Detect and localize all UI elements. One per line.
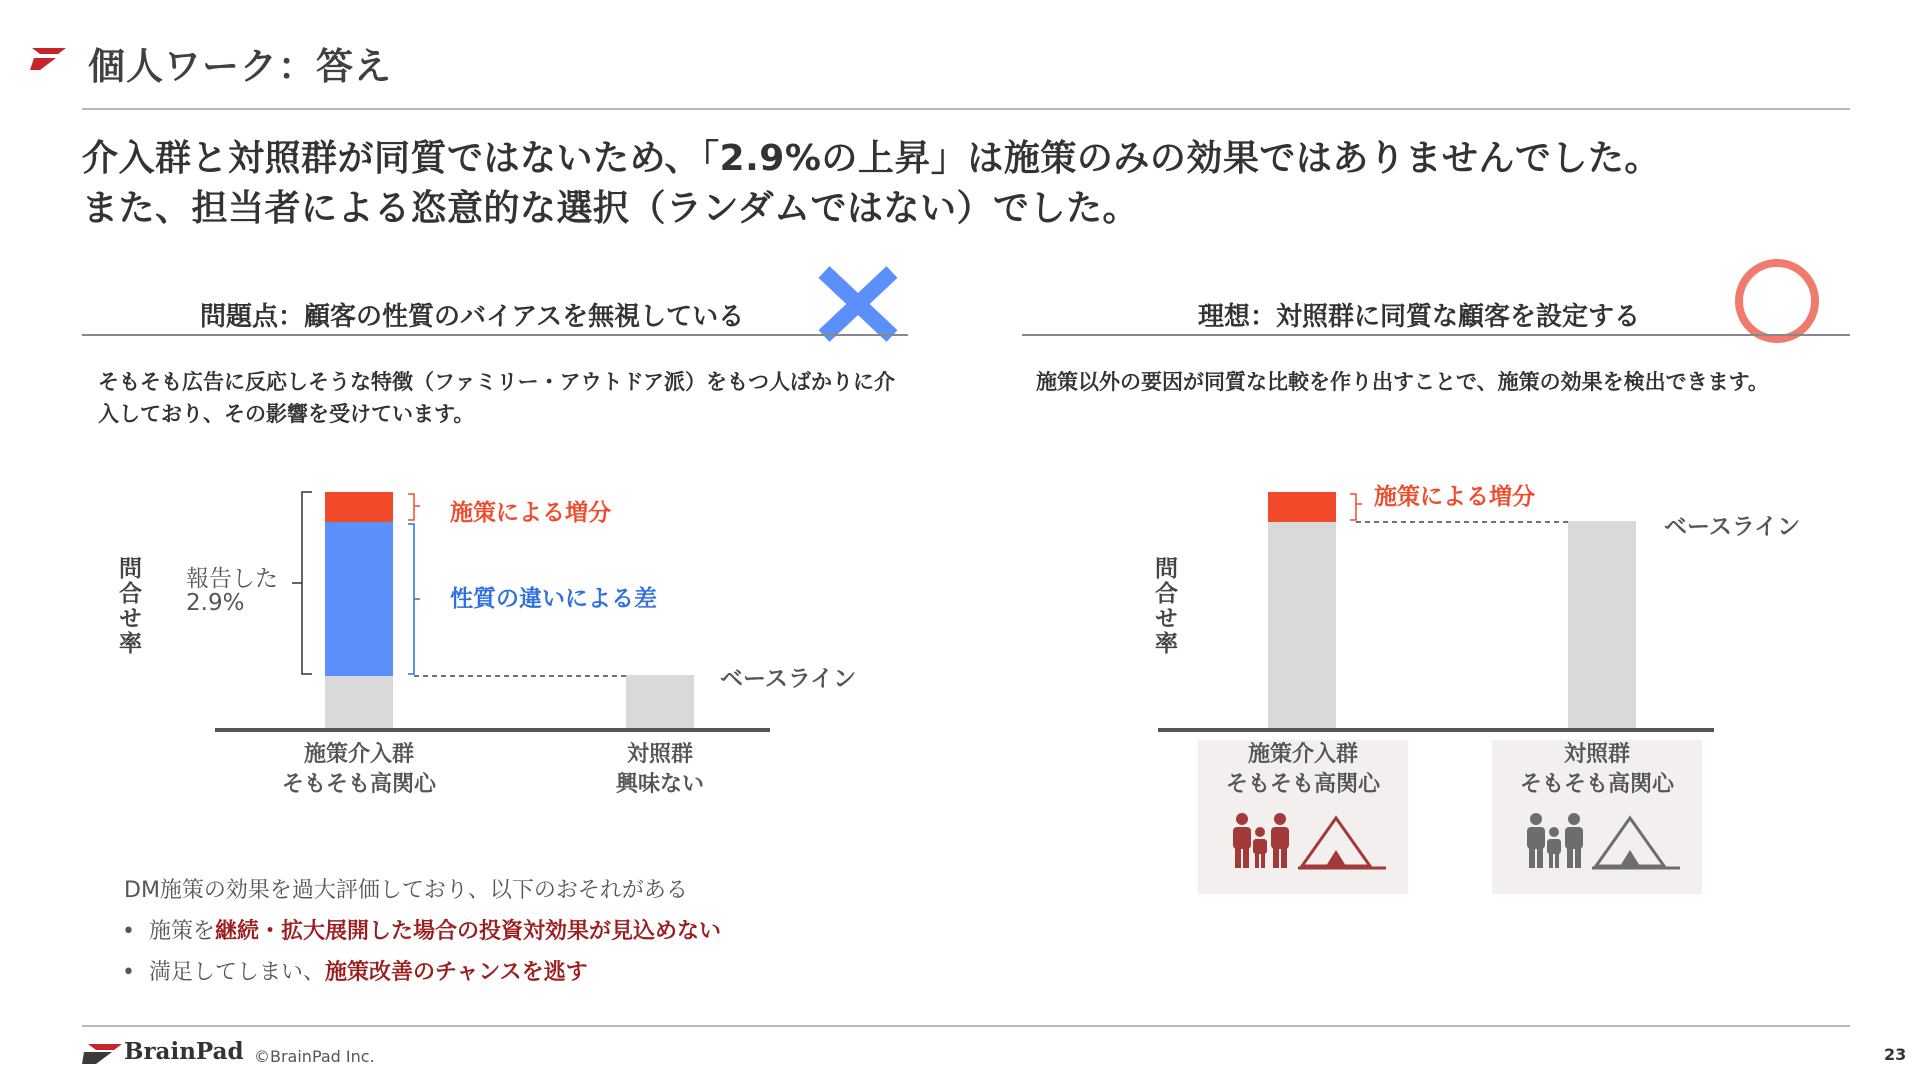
brand-slash-icon	[30, 46, 70, 76]
bullet-emphasis: 継続・拡大展開した場合の投資対効果が見込めない	[214, 919, 721, 944]
copyright: ©BrainPad Inc.	[254, 1047, 375, 1066]
left-summary: DM施策の効果を過大評価しており、以下のおそれがある	[124, 878, 688, 903]
right-control-baseline-bar	[1568, 521, 1636, 728]
right-description: 施策以外の要因が同質な比較を作り出すことで、施策の効果を検出できます。	[1036, 370, 1769, 394]
right-intervention-baseline-bar	[1268, 522, 1336, 728]
left-heading: 問題点：顧客の性質のバイアスを無視している	[200, 302, 745, 332]
reported-label: 報告した	[186, 566, 278, 592]
left-bias-label: 性質の違いによる差	[450, 586, 657, 612]
category-line1: 対照群	[1563, 742, 1630, 767]
right-heading-rule	[1022, 334, 1850, 336]
reported-value: 2.9%	[186, 590, 245, 616]
left-heading-rule	[82, 334, 908, 336]
right-heading: 理想：対照群に同質な顧客を設定する	[1198, 302, 1641, 332]
right-category-intervention	[1203, 740, 1403, 800]
left-description: そもそも広告に反応しそうな特徴（ファミリー・アウトドア派）をもつ人ばかりに介入しており、その影響を受けています。	[98, 370, 895, 426]
lead-line-2: また、担当者による恣意的な選択（ランダムではない）でした。	[82, 188, 1140, 229]
left-y-axis-label: 問合せ率	[115, 556, 141, 656]
page-title: 個人ワーク：答え	[88, 45, 392, 88]
left-uplift-label: 施策による増分	[450, 500, 611, 526]
brainpad-logo	[82, 1040, 124, 1070]
left-bullet-1	[122, 914, 721, 945]
category-line2: そもそも高関心	[1225, 772, 1380, 797]
bullet-dot: •	[122, 919, 149, 944]
brand-name: BrainPad	[124, 1038, 244, 1065]
bullet-plain: 満足してしまい、	[148, 960, 325, 985]
right-intervention-uplift-bar	[1268, 492, 1336, 522]
header-divider	[82, 108, 1850, 110]
left-bullet-2	[122, 955, 588, 986]
bullet-plain: 施策を	[148, 919, 215, 944]
category-line1: 施策介入群	[1247, 742, 1358, 767]
family-camping-icon	[1524, 812, 1684, 874]
category-line1: 対照群	[626, 742, 693, 767]
right-y-axis-label: 問合せ率	[1151, 556, 1177, 656]
lead-line-1: 介入群と対照群が同質ではないため、「2.9%の上昇」は施策のみの効果ではありませんでした。	[82, 138, 1661, 179]
category-line2: そもそも高関心	[281, 772, 436, 797]
category-line1: 施策介入群	[303, 742, 414, 767]
left-baseline-label: ベースライン	[720, 666, 857, 692]
footer-divider	[82, 1025, 1850, 1027]
family-camping-icon	[1230, 812, 1390, 874]
bullet-emphasis: 施策改善のチャンスを逃す	[324, 960, 588, 985]
right-baseline-label: ベースライン	[1664, 514, 1801, 540]
right-uplift-label: 施策による増分	[1374, 484, 1535, 510]
right-category-control	[1497, 740, 1697, 800]
page-number: 23	[1884, 1045, 1907, 1064]
bullet-dot: •	[122, 960, 149, 985]
category-line2: 興味ない	[615, 772, 704, 797]
category-line2: そもそも高関心	[1519, 772, 1674, 797]
